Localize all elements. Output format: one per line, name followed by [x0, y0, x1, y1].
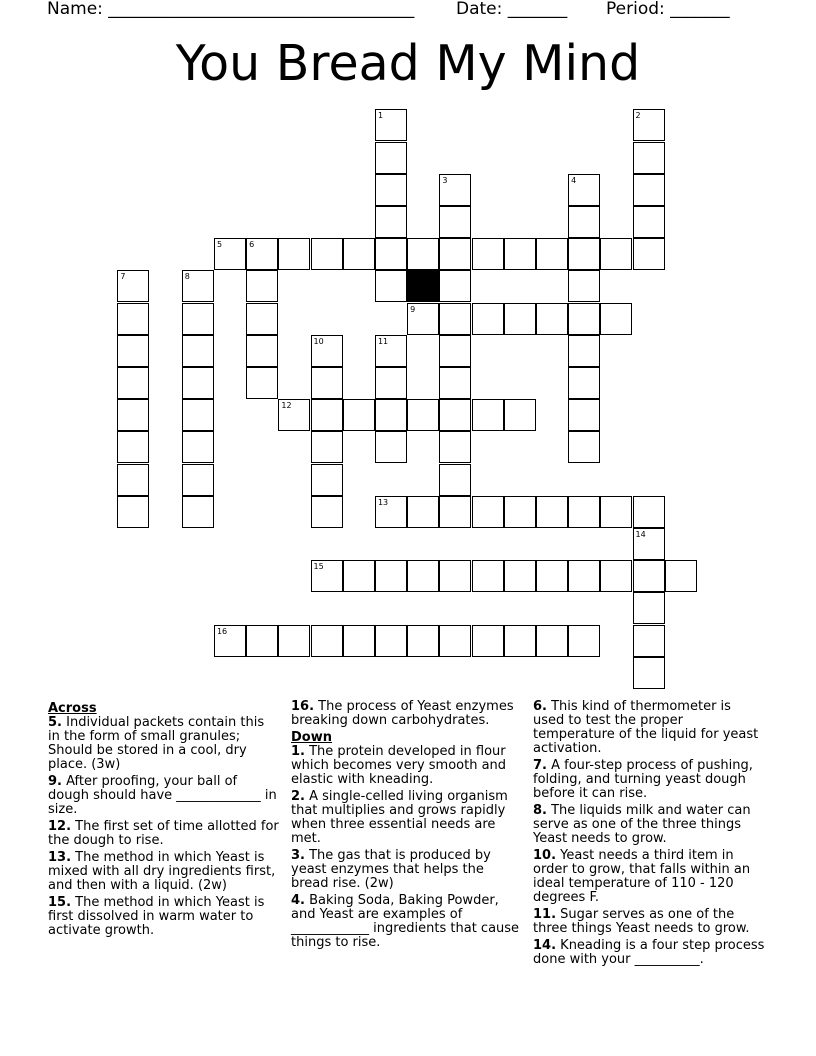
- grid-cell[interactable]: [311, 496, 343, 528]
- grid-cell[interactable]: [278, 399, 310, 431]
- grid-cell[interactable]: [407, 303, 439, 335]
- grid-cell[interactable]: [117, 367, 149, 399]
- grid-cell[interactable]: [633, 109, 665, 141]
- clue-text: The liquids milk and water can serve as one of the three things Yeast needs to grow.: [533, 803, 751, 846]
- clue-text: The process of Yeast enzymes breaking down carbohydrates.: [291, 699, 514, 728]
- grid-cell[interactable]: [568, 335, 600, 367]
- grid-cell[interactable]: [311, 431, 343, 463]
- across-clue: [48, 775, 280, 817]
- grid-cell[interactable]: [117, 335, 149, 367]
- grid-cell[interactable]: [439, 206, 471, 238]
- grid-cell[interactable]: [633, 142, 665, 174]
- clue-num: 9.: [48, 774, 62, 789]
- clue-text: The first set of time allotted for the dough to rise.: [48, 819, 279, 848]
- down-clue: [291, 745, 523, 787]
- grid-cell[interactable]: [182, 431, 214, 463]
- clue-text: The method in which Yeast is first dissolved in warm water to activate growth.: [48, 895, 265, 938]
- grid-cell[interactable]: [439, 174, 471, 206]
- grid-cell[interactable]: [472, 560, 504, 592]
- clue-num: 1.: [291, 744, 305, 759]
- grid-cell[interactable]: [439, 335, 471, 367]
- grid-cell[interactable]: [439, 399, 471, 431]
- grid-cell[interactable]: [504, 496, 536, 528]
- across-clue: [48, 820, 280, 848]
- clue-text: The gas that is produced by yeast enzymes that helps the bread rise. (2w): [291, 848, 491, 891]
- clue-text: Baking Soda, Baking Powder, and Yeast are examples of ____________ ingredients that cause things to rise.: [291, 893, 520, 950]
- grid-cell[interactable]: [182, 496, 214, 528]
- grid-cell[interactable]: [117, 303, 149, 335]
- grid-cell[interactable]: [343, 625, 375, 657]
- grid-cell[interactable]: [214, 238, 246, 270]
- grid-cell[interactable]: [375, 174, 407, 206]
- down-clue: [533, 849, 765, 905]
- clue-num: 3.: [291, 848, 305, 863]
- grid-cell[interactable]: [439, 625, 471, 657]
- clue-text: A four-step process of pushing, folding, and turning yeast dough before it can rise.: [533, 758, 753, 801]
- grid-cell[interactable]: [633, 560, 665, 592]
- grid-cell[interactable]: [472, 303, 504, 335]
- clue-text: Sugar serves as one of the three things Yeast needs to grow.: [533, 907, 750, 936]
- grid-cell[interactable]: [504, 303, 536, 335]
- clue-num: 12.: [48, 819, 72, 834]
- grid-cell[interactable]: [568, 431, 600, 463]
- grid-cell[interactable]: [182, 367, 214, 399]
- down-clue: [533, 908, 765, 936]
- clue-number: 15: [313, 562, 324, 572]
- clue-num: 8.: [533, 803, 547, 818]
- grid-cell[interactable]: [568, 270, 600, 302]
- grid-cell[interactable]: [375, 399, 407, 431]
- grid-cell[interactable]: [117, 399, 149, 431]
- grid-cell[interactable]: [504, 399, 536, 431]
- clue-text: Yeast needs a third item in order to grow, that falls within an ideal temperature of 110 - 120 degrees F.: [533, 848, 751, 905]
- grid-cell[interactable]: [633, 657, 665, 689]
- down-clue: [533, 804, 765, 846]
- grid-cell[interactable]: [246, 335, 278, 367]
- grid-cell[interactable]: [536, 560, 568, 592]
- grid-cell[interactable]: [246, 238, 278, 270]
- grid-cell[interactable]: [568, 367, 600, 399]
- across-heading: Across: [48, 701, 97, 716]
- grid-cell[interactable]: [407, 238, 439, 270]
- grid-cell[interactable]: [568, 560, 600, 592]
- clue-num: 16.: [291, 699, 315, 714]
- black-cell: [407, 270, 439, 302]
- clue-text: After proofing, your ball of dough should have _____________ in size.: [48, 774, 277, 817]
- grid-cell[interactable]: [633, 592, 665, 624]
- grid-cell[interactable]: [633, 206, 665, 238]
- grid-cell[interactable]: [278, 238, 310, 270]
- clue-num: 7.: [533, 758, 547, 773]
- grid-cell[interactable]: [311, 238, 343, 270]
- clue-num: 2.: [291, 789, 305, 804]
- clue-num: 11.: [533, 907, 557, 922]
- grid-cell[interactable]: [633, 238, 665, 270]
- down-clue: [291, 790, 523, 846]
- clue-num: 4.: [291, 893, 305, 908]
- grid-cell[interactable]: [536, 625, 568, 657]
- down-heading: Down: [291, 730, 332, 745]
- clue-text: Kneading is a four step process done with your __________.: [533, 938, 765, 967]
- grid-cell[interactable]: [439, 367, 471, 399]
- down-clue: [533, 939, 765, 967]
- grid-cell[interactable]: [536, 496, 568, 528]
- grid-cell[interactable]: [375, 270, 407, 302]
- grid-cell[interactable]: [311, 367, 343, 399]
- clues-column-3: [533, 700, 765, 970]
- grid-cell[interactable]: [375, 625, 407, 657]
- period-field[interactable]: Period: _______: [606, 0, 730, 19]
- grid-cell[interactable]: [633, 528, 665, 560]
- grid-cell[interactable]: [182, 399, 214, 431]
- clue-num: 5.: [48, 715, 62, 730]
- grid-cell[interactable]: [439, 431, 471, 463]
- grid-cell[interactable]: [600, 238, 632, 270]
- grid-cell[interactable]: [311, 464, 343, 496]
- page-title: You Bread My Mind: [175, 35, 641, 92]
- clue-number: 14: [635, 529, 646, 539]
- grid-cell[interactable]: [633, 625, 665, 657]
- grid-cell[interactable]: [600, 496, 632, 528]
- grid-cell[interactable]: [375, 142, 407, 174]
- grid-cell[interactable]: [375, 496, 407, 528]
- grid-cell[interactable]: [214, 625, 246, 657]
- clue-number: 11: [377, 336, 389, 346]
- grid-cell[interactable]: [182, 335, 214, 367]
- grid-cell[interactable]: [375, 431, 407, 463]
- grid-cell[interactable]: [472, 238, 504, 270]
- grid-cell[interactable]: [343, 399, 375, 431]
- name-field[interactable]: Name: ____________________________________: [47, 0, 415, 19]
- clue-text: A single-celled living organism that multiplies and grows rapidly when three essential needs are met.: [291, 789, 508, 846]
- grid-cell[interactable]: [407, 625, 439, 657]
- grid-cell[interactable]: [568, 303, 600, 335]
- grid-cell[interactable]: [246, 625, 278, 657]
- across-clue: [291, 700, 523, 728]
- grid-cell[interactable]: [117, 270, 149, 302]
- grid-cell[interactable]: [246, 367, 278, 399]
- grid-cell[interactable]: [311, 625, 343, 657]
- grid-cell[interactable]: [439, 270, 471, 302]
- grid-cell[interactable]: [375, 560, 407, 592]
- clue-number: 9: [410, 304, 416, 314]
- down-clue: [533, 759, 765, 801]
- grid-cell[interactable]: [439, 496, 471, 528]
- clue-text: The protein developed in flour which becomes very smooth and elastic with kneading.: [291, 744, 507, 787]
- grid-cell[interactable]: [117, 464, 149, 496]
- grid-cell[interactable]: [311, 335, 343, 367]
- clue-number: 2: [635, 111, 641, 121]
- grid-cell[interactable]: [343, 560, 375, 592]
- clue-number: 10: [313, 336, 324, 346]
- grid-cell[interactable]: [278, 625, 310, 657]
- clues-column-1: [48, 700, 280, 941]
- grid-cell[interactable]: [182, 464, 214, 496]
- grid-cell[interactable]: [568, 625, 600, 657]
- across-clue: [48, 716, 280, 772]
- clue-num: 15.: [48, 895, 72, 910]
- down-clue: [291, 849, 523, 891]
- grid-cell[interactable]: [633, 496, 665, 528]
- grid-cell[interactable]: [375, 335, 407, 367]
- grid-cell[interactable]: [568, 206, 600, 238]
- grid-cell[interactable]: [504, 560, 536, 592]
- grid-cell[interactable]: [472, 399, 504, 431]
- across-clue: [48, 896, 280, 938]
- clue-number: 4: [571, 175, 577, 185]
- grid-cell[interactable]: [117, 496, 149, 528]
- grid-cell[interactable]: [375, 367, 407, 399]
- clue-number: 6: [249, 240, 255, 250]
- grid-cell[interactable]: [439, 303, 471, 335]
- clue-num: 6.: [533, 699, 547, 714]
- grid-cell[interactable]: [600, 303, 632, 335]
- down-clue: [291, 894, 523, 950]
- clue-number: 13: [377, 497, 389, 507]
- grid-cell[interactable]: [633, 174, 665, 206]
- grid-cell[interactable]: [439, 464, 471, 496]
- clue-text: Individual packets contain this in the form of small granules; Should be stored in a cool, dry place. (3w): [48, 715, 265, 772]
- down-clue: [533, 700, 765, 756]
- grid-cell[interactable]: [472, 625, 504, 657]
- grid-cell[interactable]: [182, 303, 214, 335]
- grid-cell[interactable]: [568, 174, 600, 206]
- grid-cell[interactable]: [568, 238, 600, 270]
- grid-cell[interactable]: [246, 270, 278, 302]
- grid-cell[interactable]: [439, 560, 471, 592]
- grid-cell[interactable]: [504, 625, 536, 657]
- clue-text: This kind of thermometer is used to test the proper temperature of the liquid for yeast activation.: [533, 699, 759, 756]
- clues-column-2: [291, 700, 523, 953]
- clue-number: 12: [281, 401, 292, 411]
- grid-cell[interactable]: [117, 431, 149, 463]
- clue-text: The method in which Yeast is mixed with all dry ingredients first, and then with a liquid. (2w): [48, 850, 276, 893]
- grid-cell[interactable]: [343, 238, 375, 270]
- grid-cell[interactable]: [407, 399, 439, 431]
- clue-number: 7: [120, 272, 126, 282]
- grid-cell[interactable]: [568, 496, 600, 528]
- grid-cell[interactable]: [407, 496, 439, 528]
- grid-cell[interactable]: [665, 560, 697, 592]
- grid-cell[interactable]: [439, 238, 471, 270]
- clue-number: 5: [216, 240, 223, 250]
- grid-cell[interactable]: [311, 560, 343, 592]
- clue-number: 16: [216, 626, 228, 636]
- grid-cell[interactable]: [375, 109, 407, 141]
- grid-cell[interactable]: [504, 238, 536, 270]
- clue-number: 1: [377, 111, 384, 121]
- grid-cell[interactable]: [600, 560, 632, 592]
- clue-number: 3: [442, 175, 448, 185]
- grid-cell[interactable]: [375, 206, 407, 238]
- clue-num: 10.: [533, 848, 557, 863]
- grid-cell[interactable]: [311, 399, 343, 431]
- grid-cell[interactable]: [246, 303, 278, 335]
- grid-cell[interactable]: [407, 560, 439, 592]
- grid-cell[interactable]: [536, 238, 568, 270]
- grid-cell[interactable]: [536, 303, 568, 335]
- grid-cell[interactable]: [375, 238, 407, 270]
- clue-num: 14.: [533, 938, 557, 953]
- across-clue: [48, 851, 280, 893]
- grid-cell[interactable]: [182, 270, 214, 302]
- grid-cell[interactable]: [472, 496, 504, 528]
- clue-number: 8: [184, 272, 190, 282]
- clue-num: 13.: [48, 850, 72, 865]
- date-field[interactable]: Date: _______: [456, 0, 568, 19]
- grid-cell[interactable]: [568, 399, 600, 431]
